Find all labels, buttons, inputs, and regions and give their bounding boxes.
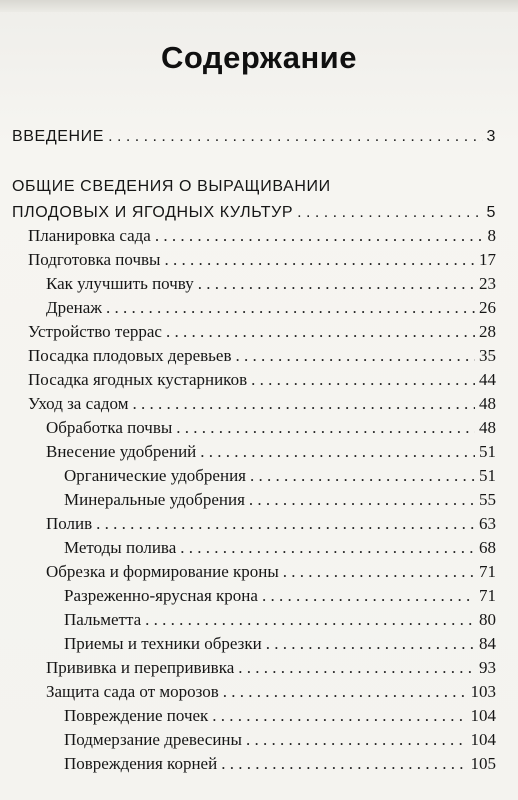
toc-entry-page: 17	[479, 250, 496, 269]
toc-entry[interactable]	[46, 442, 496, 462]
toc-entry[interactable]	[28, 346, 496, 366]
toc-entry-label: Защита сада от морозов	[46, 682, 219, 701]
toc-entry-label: Как улучшить почву	[46, 274, 194, 293]
toc-entry-page: 103	[470, 682, 496, 701]
toc-entry[interactable]	[64, 538, 496, 558]
leader-dots	[249, 490, 475, 510]
toc-entry[interactable]	[28, 394, 496, 414]
toc-entry-label: Обработка почвы	[46, 418, 173, 437]
leader-dots	[155, 226, 484, 246]
toc-entry-page: 51	[479, 442, 496, 461]
toc-entry[interactable]	[28, 370, 496, 390]
toc-entry[interactable]	[64, 754, 496, 774]
leader-dots	[246, 730, 467, 750]
toc-entry[interactable]	[46, 418, 496, 438]
leader-dots	[262, 586, 475, 606]
toc-entry-label: Приемы и техники обрезки	[64, 634, 262, 653]
toc-entry-page: 68	[479, 538, 496, 557]
toc-entry-page: 3	[486, 128, 496, 145]
toc-entry-label: ПЛОДОВЫХ И ЯГОДНЫХ КУЛЬТУР	[12, 204, 294, 221]
leader-dots	[145, 610, 475, 630]
toc-entry[interactable]	[46, 274, 496, 294]
leader-dots	[283, 562, 475, 582]
page-top-edge	[0, 0, 518, 12]
toc-entry-page: 104	[470, 730, 496, 749]
leader-dots	[166, 322, 475, 342]
toc-entry-label: Методы полива	[64, 538, 177, 557]
leader-dots	[235, 346, 475, 366]
leader-dots	[297, 203, 482, 223]
toc-entry[interactable]	[64, 610, 496, 630]
toc-entry[interactable]	[64, 706, 496, 726]
toc-entry-page: 104	[470, 706, 496, 725]
toc-entry-page: 23	[479, 274, 496, 293]
toc-entry[interactable]	[28, 226, 496, 246]
toc-entry-label: Минеральные удобрения	[64, 490, 245, 509]
toc-entry-page: 84	[479, 634, 496, 653]
toc-entry[interactable]	[28, 322, 496, 342]
toc-entry-label: Планировка сада	[28, 226, 151, 245]
leader-dots	[108, 127, 482, 147]
toc-entry-label: Прививка и перепрививка	[46, 658, 235, 677]
toc-entry[interactable]	[46, 658, 496, 678]
toc-entry-page: 71	[479, 562, 496, 581]
leader-dots	[266, 634, 475, 654]
leader-dots	[221, 754, 466, 774]
toc-entry-label: Внесение удобрений	[46, 442, 197, 461]
toc-entry[interactable]	[64, 730, 496, 750]
leader-dots	[238, 658, 475, 678]
toc-entry[interactable]	[46, 562, 496, 582]
toc-entry-page: 35	[479, 346, 496, 365]
toc-entry-label: Повреждения корней	[64, 754, 218, 773]
toc-entry-page: 51	[479, 466, 496, 485]
leader-dots	[176, 418, 475, 438]
toc-entry-page: 8	[487, 226, 496, 245]
toc-entry-page: 71	[479, 586, 496, 605]
toc-entry-page: 93	[479, 658, 496, 677]
leader-dots	[180, 538, 475, 558]
toc-entry-label: Разреженно-ярусная крона	[64, 586, 258, 605]
toc-entry-label: Пальметта	[64, 610, 142, 629]
toc-entry-page: 44	[479, 370, 496, 389]
toc-entry-label: Подмерзание древесины	[64, 730, 242, 749]
toc-entry-page: 105	[470, 754, 496, 773]
section-title-line1[interactable]: ОБЩИЕ СВЕДЕНИЯ О ВЫРАЩИВАНИИ	[12, 178, 331, 195]
leader-dots	[96, 514, 475, 534]
leader-dots	[106, 298, 475, 318]
toc-entry[interactable]	[46, 682, 496, 702]
leader-dots	[251, 370, 475, 390]
toc-entry-page: 26	[479, 298, 496, 317]
toc-entry-label: Полив	[46, 514, 93, 533]
toc-entry-label: ВВЕДЕНИЕ	[12, 128, 105, 145]
toc-entry-intro[interactable]	[12, 127, 496, 147]
toc-entry-page: 48	[479, 418, 496, 437]
toc-entry-page: 55	[479, 490, 496, 509]
toc-entry-page: 48	[479, 394, 496, 413]
toc-entry-label: Дренаж	[46, 298, 103, 317]
leader-dots	[250, 466, 475, 486]
leader-dots	[212, 706, 466, 726]
toc-entry[interactable]	[64, 586, 496, 606]
leader-dots	[223, 682, 467, 702]
toc-entry-page: 80	[479, 610, 496, 629]
leader-dots	[198, 274, 475, 294]
toc-entry-label: Обрезка и формирование кроны	[46, 562, 279, 581]
toc-entry[interactable]	[28, 250, 496, 270]
toc-entry-page: 28	[479, 322, 496, 341]
toc-entry[interactable]	[46, 298, 496, 318]
toc-entry-label: Уход за садом	[28, 394, 129, 413]
leader-dots	[164, 250, 475, 270]
leader-dots	[200, 442, 475, 462]
leader-dots	[133, 394, 476, 414]
toc-entry-section[interactable]	[12, 203, 496, 223]
toc-entry[interactable]	[64, 490, 496, 510]
toc-entry[interactable]	[64, 634, 496, 654]
toc-entry-label: Органические удобрения	[64, 466, 246, 485]
contents-heading: Содержание	[161, 40, 357, 75]
toc-entry-label: Повреждение почек	[64, 706, 209, 725]
toc-entry-page: 63	[479, 514, 496, 533]
toc-entry-label: Посадка плодовых деревьев	[28, 346, 232, 365]
toc-entry-label: Посадка ягодных кустарников	[28, 370, 248, 389]
toc-entry[interactable]	[64, 466, 496, 486]
toc-entry-label: Подготовка почвы	[28, 250, 161, 269]
toc-entry[interactable]	[46, 514, 496, 534]
toc-entry-label: Устройство террас	[28, 322, 162, 341]
toc-entry-page: 5	[486, 204, 496, 221]
